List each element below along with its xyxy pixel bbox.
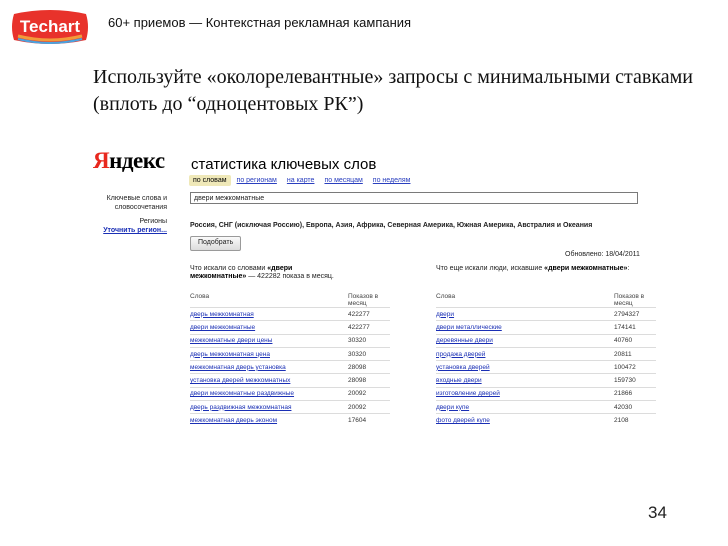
tab-by-weeks[interactable]: по неделям xyxy=(372,177,411,184)
table-header: Слова Показов в месяц xyxy=(436,293,645,307)
logo-text: Techart xyxy=(19,17,81,36)
table-row: межкомнатные двери цены 30320 xyxy=(190,334,390,347)
table-row: входные двери 159730 xyxy=(436,373,656,386)
table-row: дверь раздвижная межкомнатная 20092 xyxy=(190,400,390,413)
keyword-link[interactable]: продажа дверей xyxy=(436,350,486,358)
tab-on-map[interactable]: на карте xyxy=(286,177,315,184)
sidebar-label: Ключевые слова и xyxy=(106,195,167,202)
table-row: двери металлические 174141 xyxy=(436,320,656,333)
regions-list: Россия, СНГ (исключая Россию), Европа, Азия, Африка, Северная Америка, Южная Америка, Австралия и Океания xyxy=(190,222,593,229)
keyword-link[interactable]: установка дверей xyxy=(436,363,490,371)
page-number: 34 xyxy=(648,503,667,522)
sidebar-label: словосочетания xyxy=(114,204,167,211)
pick-button[interactable]: Подобрать xyxy=(190,236,241,251)
keyword-link[interactable]: межкомнатные двери цены xyxy=(190,337,273,345)
table-row: изготовление дверей 21866 xyxy=(436,387,656,400)
keyword-link[interactable]: двери межкомнатные раздвижные xyxy=(190,390,295,398)
table-row: межкомнатная дверь установка 28098 xyxy=(190,360,390,373)
tab-by-words[interactable]: по словам xyxy=(189,175,231,186)
table-row: дверь межкомнатная 422277 xyxy=(190,307,390,320)
updated-date: Обновлено: 18/04/2011 xyxy=(565,251,640,258)
wordstat-sidebar xyxy=(93,194,167,235)
wordstat-tabs xyxy=(189,175,414,186)
tab-by-regions[interactable]: по регионам xyxy=(236,177,277,184)
tab-by-months[interactable]: по месяцам xyxy=(324,177,363,184)
table-row: двери межкомнатные раздвижные 20092 xyxy=(190,387,390,400)
table-row: дверь межкомнатная цена 30320 xyxy=(190,347,390,360)
keyword-link[interactable]: двери межкомнатные xyxy=(190,323,256,331)
keyword-link[interactable]: деревянные двери xyxy=(436,337,493,345)
keyword-link[interactable]: двери купе xyxy=(436,403,470,411)
table-row: межкомнатная дверь эконом 17604 xyxy=(190,413,390,426)
keyword-link[interactable]: дверь межкомнатная цена xyxy=(190,350,270,358)
refine-region-link[interactable]: Уточнить регион... xyxy=(103,227,167,234)
keyword-link[interactable]: межкомнатная дверь установка xyxy=(190,363,286,371)
sidebar-label: Регионы xyxy=(139,218,167,225)
left-table xyxy=(190,293,390,427)
keyword-link[interactable]: установка дверей межкомнатных xyxy=(190,377,291,385)
keyword-link[interactable]: межкомнатная дверь эконом xyxy=(190,417,278,425)
wordstat-title: статистика ключевых слов xyxy=(191,156,377,173)
table-header: Слова Показов в месяц xyxy=(190,293,379,307)
slide-headline: Используйте «околорелевантные» запросы с минимальными ставками (вплоть до “одноцентовых РК”) xyxy=(93,66,694,115)
right-table xyxy=(436,293,656,427)
search-input[interactable]: двери межкомнатные xyxy=(190,192,638,204)
left-table-heading: Что искали со словами «двери межкомнатные» — 422282 показа в месяц. xyxy=(190,265,334,280)
right-table-heading: Что еще искали люди, искавшие «двери межкомнатные»: xyxy=(436,265,630,272)
table-row: двери межкомнатные 422277 xyxy=(190,320,390,333)
table-row: двери 2794327 xyxy=(436,307,656,320)
keyword-link[interactable]: фото дверей купе xyxy=(436,417,490,425)
keyword-link[interactable]: входные двери xyxy=(436,377,482,385)
keyword-link[interactable]: дверь межкомнатная xyxy=(190,310,254,318)
keyword-link[interactable]: изготовление дверей xyxy=(436,390,500,398)
keyword-link[interactable]: двери xyxy=(436,310,455,318)
table-row: продажа дверей 20811 xyxy=(436,347,656,360)
table-row: двери купе 42030 xyxy=(436,400,656,413)
wordstat-screenshot xyxy=(93,140,653,440)
table-row: деревянные двери 40760 xyxy=(436,334,656,347)
yandex-logo: Яндекс xyxy=(93,148,165,173)
keyword-link[interactable]: двери металлические xyxy=(436,323,502,331)
table-row: фото дверей купе 2108 xyxy=(436,413,656,426)
keyword-link[interactable]: дверь раздвижная межкомнатная xyxy=(190,403,292,411)
deck-title: 60+ приемов — Контекстная рекламная кампания xyxy=(108,15,412,30)
table-row: установка дверей 100472 xyxy=(436,360,656,373)
techart-logo xyxy=(10,8,90,46)
table-row: установка дверей межкомнатных 28098 xyxy=(190,373,390,386)
